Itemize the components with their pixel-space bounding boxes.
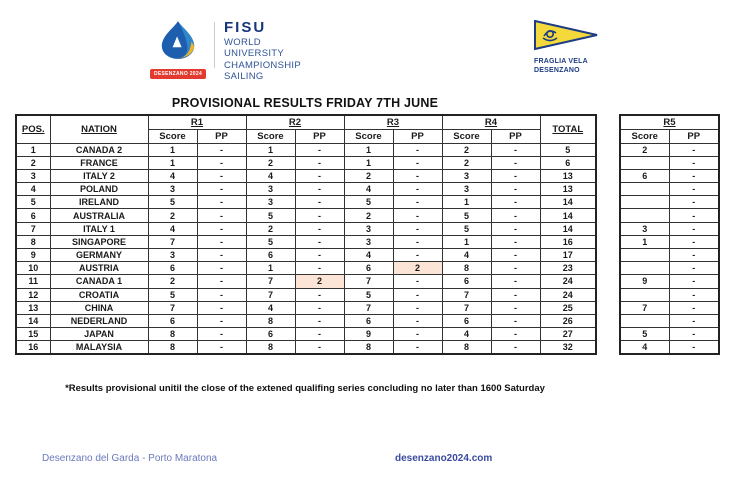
r5-pp-cell: -	[669, 341, 719, 354]
r2-pp-cell: -	[295, 235, 344, 248]
r4-score-cell: 4	[442, 249, 491, 262]
results-row	[16, 143, 596, 156]
r1-score-cell: 6	[148, 314, 197, 327]
col-header-score: Score	[246, 129, 295, 143]
r2-score-cell: 6	[246, 328, 295, 341]
results-row	[620, 262, 719, 275]
r3-score-cell: 9	[344, 328, 393, 341]
total-cell: 5	[540, 143, 596, 156]
r5-score-cell	[620, 288, 669, 301]
col-header-score: Score	[148, 129, 197, 143]
r5-pp-cell: -	[669, 301, 719, 314]
pos-cell: 16	[16, 341, 50, 354]
r3-pp-cell: -	[393, 288, 442, 301]
r1-score-cell: 8	[148, 341, 197, 354]
results-row	[16, 249, 596, 262]
total-cell: 14	[540, 209, 596, 222]
total-cell: 27	[540, 328, 596, 341]
r5-pp-cell: -	[669, 209, 719, 222]
r2-pp-cell: 2	[295, 275, 344, 288]
r2-score-cell: 2	[246, 156, 295, 169]
r4-pp-cell: -	[491, 249, 540, 262]
col-header-score: Score	[344, 129, 393, 143]
fisu-tagline-line: WORLD	[224, 36, 261, 48]
r1-score-cell: 2	[148, 209, 197, 222]
fisu-tagline-line: UNIVERSITY	[224, 48, 285, 60]
total-cell: 6	[540, 156, 596, 169]
r3-pp-cell: -	[393, 341, 442, 354]
results-row	[16, 209, 596, 222]
pos-cell: 14	[16, 314, 50, 327]
r5-score-cell	[620, 314, 669, 327]
col-header-r4: R4	[442, 115, 540, 129]
col-header-pp: PP	[669, 129, 719, 143]
r1-score-cell: 4	[148, 222, 197, 235]
r4-score-cell: 6	[442, 275, 491, 288]
r2-pp-cell: -	[295, 341, 344, 354]
r3-score-cell: 3	[344, 235, 393, 248]
r1-score-cell: 5	[148, 288, 197, 301]
results-row	[620, 249, 719, 262]
r5-pp-cell: -	[669, 169, 719, 182]
pos-cell: 12	[16, 288, 50, 301]
r2-score-cell: 3	[246, 196, 295, 209]
r2-pp-cell: -	[295, 156, 344, 169]
col-header-nation: NATION	[50, 115, 148, 143]
r3-pp-cell: -	[393, 235, 442, 248]
r4-pp-cell: -	[491, 235, 540, 248]
r4-pp-cell: -	[491, 301, 540, 314]
r2-score-cell: 5	[246, 209, 295, 222]
r2-pp-cell: -	[295, 196, 344, 209]
r4-score-cell: 1	[442, 235, 491, 248]
nation-cell: FRANCE	[50, 156, 148, 169]
nation-cell: SINGAPORE	[50, 235, 148, 248]
r4-pp-cell: -	[491, 275, 540, 288]
total-cell: 32	[540, 341, 596, 354]
results-row	[16, 196, 596, 209]
r1-score-cell: 3	[148, 249, 197, 262]
r2-score-cell: 3	[246, 183, 295, 196]
pos-cell: 4	[16, 183, 50, 196]
r5-score-cell	[620, 249, 669, 262]
r1-pp-cell: -	[197, 235, 246, 248]
r1-pp-cell: -	[197, 209, 246, 222]
r3-score-cell: 4	[344, 183, 393, 196]
r5-score-cell: 7	[620, 301, 669, 314]
r1-pp-cell: -	[197, 143, 246, 156]
results-row	[16, 275, 596, 288]
r2-pp-cell: -	[295, 222, 344, 235]
col-header-pp: PP	[295, 129, 344, 143]
results-row	[620, 183, 719, 196]
r2-score-cell: 8	[246, 341, 295, 354]
r5-score-cell	[620, 262, 669, 275]
pos-cell: 11	[16, 275, 50, 288]
col-header-pp: PP	[197, 129, 246, 143]
results-row	[16, 314, 596, 327]
r1-score-cell: 3	[148, 183, 197, 196]
r1-pp-cell: -	[197, 262, 246, 275]
footer-location-text: Desenzano del Garda - Porto Maratona	[42, 453, 218, 464]
header-row-rounds	[16, 115, 596, 129]
pos-cell: 2	[16, 156, 50, 169]
pos-cell: 6	[16, 209, 50, 222]
nation-cell: CANADA 1	[50, 275, 148, 288]
r4-pp-cell: -	[491, 209, 540, 222]
r5-pp-cell: -	[669, 314, 719, 327]
r1-pp-cell: -	[197, 301, 246, 314]
results-row	[620, 156, 719, 169]
r1-pp-cell: -	[197, 249, 246, 262]
r4-score-cell: 5	[442, 222, 491, 235]
r4-pp-cell: -	[491, 262, 540, 275]
r4-pp-cell: -	[491, 341, 540, 354]
r1-score-cell: 1	[148, 143, 197, 156]
r3-score-cell: 4	[344, 249, 393, 262]
col-header-r3: R3	[344, 115, 442, 129]
r5-score-cell: 4	[620, 341, 669, 354]
r5-score-cell	[620, 209, 669, 222]
r3-pp-cell: -	[393, 196, 442, 209]
r2-pp-cell: -	[295, 209, 344, 222]
total-cell: 13	[540, 183, 596, 196]
r1-pp-cell: -	[197, 314, 246, 327]
event-logo	[149, 20, 207, 80]
results-row	[620, 235, 719, 248]
nation-cell: POLAND	[50, 183, 148, 196]
pos-cell: 5	[16, 196, 50, 209]
r3-score-cell: 6	[344, 262, 393, 275]
r1-score-cell: 1	[148, 156, 197, 169]
r1-pp-cell: -	[197, 169, 246, 182]
r1-score-cell: 4	[148, 169, 197, 182]
r3-score-cell: 5	[344, 288, 393, 301]
r2-pp-cell: -	[295, 288, 344, 301]
r3-pp-cell: -	[393, 222, 442, 235]
r5-pp-cell: -	[669, 249, 719, 262]
r1-pp-cell: -	[197, 341, 246, 354]
nation-cell: CROATIA	[50, 288, 148, 301]
nation-cell: IRELAND	[50, 196, 148, 209]
col-header-pp: PP	[393, 129, 442, 143]
r5-pp-cell: -	[669, 196, 719, 209]
r4-score-cell: 3	[442, 183, 491, 196]
r3-pp-cell: -	[393, 169, 442, 182]
r2-score-cell: 4	[246, 301, 295, 314]
r4-score-cell: 2	[442, 156, 491, 169]
r4-pp-cell: -	[491, 156, 540, 169]
results-row	[16, 301, 596, 314]
droplet-logo-icon	[160, 20, 196, 60]
results-row	[620, 288, 719, 301]
pos-cell: 3	[16, 169, 50, 182]
col-header-pos: POS.	[16, 115, 50, 143]
r5-pp-cell: -	[669, 143, 719, 156]
results-row	[620, 275, 719, 288]
results-row	[620, 301, 719, 314]
r5-score-cell	[620, 196, 669, 209]
r4-score-cell: 4	[442, 328, 491, 341]
fisu-logo	[224, 20, 301, 83]
r4-score-cell: 5	[442, 209, 491, 222]
results-row	[620, 328, 719, 341]
pos-cell: 10	[16, 262, 50, 275]
nation-cell: ITALY 2	[50, 169, 148, 182]
footnote: *Results provisional unitil the close of the extened qualifing series concluding no later than 1600 Saturday	[65, 383, 545, 394]
r3-pp-cell: -	[393, 183, 442, 196]
r5-pp-cell: -	[669, 262, 719, 275]
nation-cell: CHINA	[50, 301, 148, 314]
r3-pp-cell: -	[393, 143, 442, 156]
r3-pp-cell: -	[393, 275, 442, 288]
r3-pp-cell: -	[393, 156, 442, 169]
r2-pp-cell: -	[295, 143, 344, 156]
total-cell: 24	[540, 275, 596, 288]
results-row	[620, 196, 719, 209]
results-row	[16, 222, 596, 235]
fisu-tagline-line: SAILING	[224, 71, 264, 83]
r2-score-cell: 7	[246, 288, 295, 301]
r1-pp-cell: -	[197, 222, 246, 235]
r3-score-cell: 6	[344, 314, 393, 327]
r4-score-cell: 7	[442, 288, 491, 301]
r2-pp-cell: -	[295, 314, 344, 327]
results-row	[16, 288, 596, 301]
r5-pp-cell: -	[669, 275, 719, 288]
r4-score-cell: 7	[442, 301, 491, 314]
r1-score-cell: 5	[148, 196, 197, 209]
results-row	[16, 183, 596, 196]
r5-pp-cell: -	[669, 222, 719, 235]
r4-pp-cell: -	[491, 196, 540, 209]
r3-score-cell: 1	[344, 156, 393, 169]
col-header-r1: R1	[148, 115, 246, 129]
r4-score-cell: 6	[442, 314, 491, 327]
col-header-pp: PP	[491, 129, 540, 143]
r1-pp-cell: -	[197, 288, 246, 301]
r2-score-cell: 8	[246, 314, 295, 327]
r1-score-cell: 2	[148, 275, 197, 288]
club-name-line1: FRAGLIA VELA	[534, 58, 588, 65]
r1-score-cell: 8	[148, 328, 197, 341]
r3-score-cell: 3	[344, 222, 393, 235]
pos-cell: 15	[16, 328, 50, 341]
r4-score-cell: 8	[442, 341, 491, 354]
logo-divider	[214, 22, 215, 68]
results-row	[16, 262, 596, 275]
nation-cell: CANADA 2	[50, 143, 148, 156]
fisu-tagline-line: CHAMPIONSHIP	[224, 59, 301, 71]
nation-cell: AUSTRALIA	[50, 209, 148, 222]
pennant-flag-icon	[534, 20, 600, 52]
results-row	[620, 314, 719, 327]
results-row	[16, 235, 596, 248]
total-cell: 24	[540, 288, 596, 301]
r3-pp-cell: 2	[393, 262, 442, 275]
r5-score-cell: 3	[620, 222, 669, 235]
col-header-score: Score	[442, 129, 491, 143]
r4-pp-cell: -	[491, 169, 540, 182]
r4-pp-cell: -	[491, 328, 540, 341]
r4-score-cell: 8	[442, 262, 491, 275]
pos-cell: 9	[16, 249, 50, 262]
nation-cell: NEDERLAND	[50, 314, 148, 327]
results-row	[620, 143, 719, 156]
r1-score-cell: 6	[148, 262, 197, 275]
col-header-r5: R5	[620, 115, 719, 129]
r2-score-cell: 5	[246, 235, 295, 248]
r3-score-cell: 2	[344, 209, 393, 222]
event-logo-banner: DESENZANO 2024	[150, 69, 206, 79]
r5-table	[619, 114, 720, 355]
r4-pp-cell: -	[491, 183, 540, 196]
total-cell: 13	[540, 169, 596, 182]
total-cell: 14	[540, 222, 596, 235]
r2-pp-cell: -	[295, 249, 344, 262]
results-table	[15, 114, 597, 355]
r4-score-cell: 3	[442, 169, 491, 182]
r2-pp-cell: -	[295, 183, 344, 196]
r1-pp-cell: -	[197, 183, 246, 196]
nation-cell: MALAYSIA	[50, 341, 148, 354]
results-row	[620, 341, 719, 354]
pos-cell: 13	[16, 301, 50, 314]
results-row	[16, 169, 596, 182]
r5-pp-cell: -	[669, 235, 719, 248]
results-row	[16, 328, 596, 341]
results-row	[620, 169, 719, 182]
r2-score-cell: 6	[246, 249, 295, 262]
r3-score-cell: 2	[344, 169, 393, 182]
r3-pp-cell: -	[393, 301, 442, 314]
total-cell: 25	[540, 301, 596, 314]
r5-pp-cell: -	[669, 156, 719, 169]
r3-pp-cell: -	[393, 249, 442, 262]
nation-cell: AUSTRIA	[50, 262, 148, 275]
r2-score-cell: 4	[246, 169, 295, 182]
r1-pp-cell: -	[197, 196, 246, 209]
pos-cell: 7	[16, 222, 50, 235]
r5-score-cell	[620, 183, 669, 196]
r3-score-cell: 1	[344, 143, 393, 156]
page-title: PROVISIONAL RESULTS FRIDAY 7TH JUNE	[171, 96, 439, 110]
r3-score-cell: 7	[344, 275, 393, 288]
col-header-total: TOTAL	[540, 115, 596, 143]
r2-score-cell: 1	[246, 143, 295, 156]
total-cell: 26	[540, 314, 596, 327]
r3-score-cell: 7	[344, 301, 393, 314]
r4-pp-cell: -	[491, 288, 540, 301]
r5-score-cell: 9	[620, 275, 669, 288]
r3-score-cell: 8	[344, 341, 393, 354]
r3-pp-cell: -	[393, 209, 442, 222]
results-row	[16, 341, 596, 354]
r4-pp-cell: -	[491, 143, 540, 156]
r2-pp-cell: -	[295, 262, 344, 275]
total-cell: 16	[540, 235, 596, 248]
total-cell: 23	[540, 262, 596, 275]
r5-score-cell	[620, 156, 669, 169]
r5-score-cell: 6	[620, 169, 669, 182]
r5-pp-cell: -	[669, 183, 719, 196]
pos-cell: 8	[16, 235, 50, 248]
r2-pp-cell: -	[295, 301, 344, 314]
nation-cell: GERMANY	[50, 249, 148, 262]
r5-score-cell: 2	[620, 143, 669, 156]
r5-pp-cell: -	[669, 288, 719, 301]
r5-header-row	[620, 115, 719, 129]
r4-score-cell: 2	[442, 143, 491, 156]
results-row	[16, 156, 596, 169]
r2-score-cell: 7	[246, 275, 295, 288]
club-name-line2: DESENZANO	[534, 67, 580, 75]
r1-pp-cell: -	[197, 328, 246, 341]
r5-score-cell: 5	[620, 328, 669, 341]
fisu-wordmark: FISU	[224, 19, 267, 36]
total-cell: 17	[540, 249, 596, 262]
r4-pp-cell: -	[491, 314, 540, 327]
r2-score-cell: 2	[246, 222, 295, 235]
r2-score-cell: 1	[246, 262, 295, 275]
r4-pp-cell: -	[491, 222, 540, 235]
col-header-r2: R2	[246, 115, 344, 129]
r1-pp-cell: -	[197, 275, 246, 288]
r1-score-cell: 7	[148, 235, 197, 248]
club-logo	[534, 20, 624, 75]
r5-score-cell: 1	[620, 235, 669, 248]
pos-cell: 1	[16, 143, 50, 156]
r3-pp-cell: -	[393, 328, 442, 341]
nation-cell: ITALY 1	[50, 222, 148, 235]
r1-pp-cell: -	[197, 156, 246, 169]
total-cell: 14	[540, 196, 596, 209]
r2-pp-cell: -	[295, 169, 344, 182]
r3-pp-cell: -	[393, 314, 442, 327]
r4-score-cell: 1	[442, 196, 491, 209]
footer-website-text: desenzano2024.com	[395, 453, 493, 464]
r2-pp-cell: -	[295, 328, 344, 341]
results-row	[620, 209, 719, 222]
r5-subheader-row	[620, 129, 719, 143]
r3-score-cell: 5	[344, 196, 393, 209]
r1-score-cell: 7	[148, 301, 197, 314]
results-row	[620, 222, 719, 235]
col-header-score: Score	[620, 129, 669, 143]
nation-cell: JAPAN	[50, 328, 148, 341]
r5-pp-cell: -	[669, 328, 719, 341]
